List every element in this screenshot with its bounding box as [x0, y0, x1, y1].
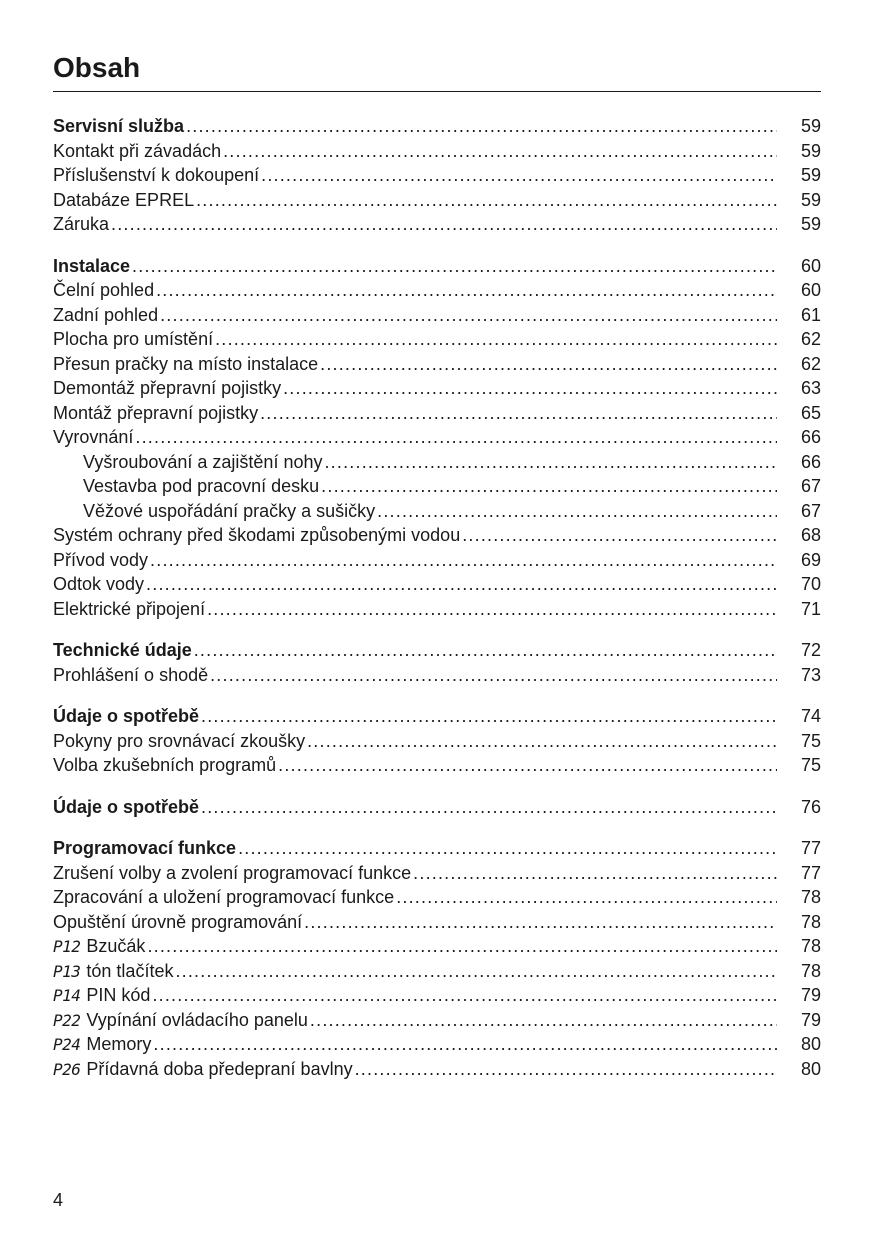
toc-entry-label: [53, 254, 130, 279]
toc-page-number: 59: [800, 189, 821, 210]
toc-entry[interactable]: [53, 1057, 821, 1082]
title-divider: [53, 91, 821, 92]
toc-heading[interactable]: [53, 114, 821, 139]
program-code: P14: [53, 986, 81, 1005]
toc-entry[interactable]: [53, 425, 821, 450]
dot-leader: [156, 278, 777, 303]
toc-entry-label: [53, 278, 154, 303]
toc-entry-label: [53, 910, 302, 935]
toc-entry-label: [53, 885, 394, 910]
toc-entry[interactable]: [53, 885, 821, 910]
toc-entry-text: Technické údaje: [53, 640, 192, 660]
toc-page-number: 77: [800, 862, 821, 883]
toc-page-number: 60: [800, 255, 821, 276]
toc-entry-text: Instalace: [53, 255, 131, 276]
toc-entry-text: Příslušenství k dokoupení: [53, 165, 260, 185]
toc-entry-text: Přívod vody: [53, 549, 149, 570]
toc-entry-label: [53, 704, 199, 729]
toc-entry-text: Údaje o spotřebě: [53, 706, 200, 726]
dot-leader: [355, 1057, 777, 1082]
dot-leader: [320, 352, 777, 377]
toc-entry[interactable]: [53, 663, 821, 688]
toc-section: [53, 638, 821, 687]
toc-entry-text: Plocha pro umístění: [53, 329, 214, 349]
toc-entry-label: [53, 983, 150, 1009]
dot-leader: [194, 638, 777, 663]
toc-entry[interactable]: [53, 959, 821, 984]
toc-page-number: 80: [800, 1034, 821, 1054]
toc-entry-text: Údaje o spotřebě: [53, 796, 200, 817]
toc-entry-label: [53, 934, 145, 960]
toc-entry-text: Odtok vody: [53, 574, 145, 594]
toc-entry-label: [53, 638, 192, 663]
toc-page-number: 78: [800, 887, 821, 907]
toc-entry-label: [53, 729, 305, 754]
toc-page-number: 80: [800, 1058, 821, 1079]
dot-leader: [175, 959, 777, 984]
toc-page-number: 69: [800, 549, 821, 570]
toc-entry-label: [53, 425, 133, 450]
toc-page-number: 77: [800, 838, 821, 858]
dot-leader: [307, 729, 777, 754]
toc-entry-label: [53, 523, 460, 548]
toc-entry[interactable]: [53, 278, 821, 303]
toc-page-number: 74: [800, 706, 821, 726]
toc-entry-text: Programovací funkce: [53, 838, 237, 858]
toc-entry-text: Čelní pohled: [53, 280, 155, 300]
toc-heading[interactable]: [53, 254, 821, 279]
toc-page-number: 59: [800, 165, 821, 185]
toc-entry-text: Zadní pohled: [53, 304, 159, 325]
toc-entry-label: [53, 114, 184, 139]
dot-leader: [150, 548, 777, 573]
toc-entry-text: tón tlačítek: [86, 960, 174, 981]
toc-page-number: 78: [800, 960, 821, 981]
toc-page-number: 72: [800, 640, 821, 660]
toc-entry-label: [53, 212, 109, 237]
toc-entry-text: Elektrické připojení: [53, 598, 206, 619]
dot-leader: [201, 795, 777, 820]
dot-leader: [304, 910, 777, 935]
toc-entry-label: [53, 352, 318, 377]
toc-page-number: 59: [800, 116, 821, 136]
toc-entry-text: Věžové uspořádání pračky a sušičky: [83, 500, 376, 521]
program-code: P24: [53, 1035, 81, 1054]
toc-entry-text: Demontáž přepravní pojistky: [53, 378, 282, 398]
toc-entry[interactable]: [53, 139, 821, 164]
toc-entry[interactable]: [53, 163, 821, 188]
toc-page-number: 65: [800, 402, 821, 423]
toc-entry-text: Opuštění úrovně programování: [53, 911, 303, 932]
toc-heading[interactable]: [53, 795, 821, 820]
toc-entry[interactable]: [53, 474, 821, 499]
dot-leader: [207, 597, 777, 622]
dot-leader: [462, 523, 777, 548]
toc-page-number: 67: [800, 476, 821, 496]
toc-entry[interactable]: [53, 753, 821, 778]
toc-entry-label: [53, 663, 208, 688]
dot-leader: [196, 188, 777, 213]
toc-page-number: 68: [800, 525, 821, 545]
toc-entry-text: Vyrovnání: [53, 427, 134, 447]
program-code: P22: [53, 1010, 81, 1030]
dot-leader: [283, 376, 777, 401]
dot-leader: [238, 836, 777, 861]
toc-page-number: 66: [800, 451, 821, 472]
dot-leader: [215, 327, 777, 352]
toc-entry[interactable]: [53, 934, 821, 959]
toc-entry[interactable]: [53, 572, 821, 597]
toc-entry-text: Záruka: [53, 214, 110, 234]
toc-entry[interactable]: [53, 450, 821, 475]
toc-entry-label: [53, 327, 213, 352]
toc-entry-text: Servisní služba: [53, 116, 185, 136]
toc-entry[interactable]: [53, 352, 821, 377]
toc-entry-label: [53, 1057, 353, 1083]
dot-leader: [260, 401, 777, 426]
dot-leader: [146, 572, 777, 597]
toc-entry-label: [53, 861, 411, 886]
toc-entry-text: Volba zkušebních programů: [53, 755, 277, 775]
toc-entry[interactable]: [53, 188, 821, 213]
toc-entry[interactable]: [53, 729, 821, 754]
toc-entry[interactable]: [53, 327, 821, 352]
toc-entry-label: [53, 753, 276, 778]
dot-leader: [147, 934, 777, 959]
dot-leader: [201, 704, 777, 729]
toc-entry[interactable]: [53, 499, 821, 524]
toc-entry-label: [53, 959, 173, 985]
toc-entry[interactable]: [53, 1008, 821, 1033]
toc-entry-text: Prohlášení o shodě: [53, 664, 209, 685]
toc-entry-text: PIN kód: [86, 985, 151, 1005]
toc-entry-text: Montáž přepravní pojistky: [53, 402, 259, 423]
toc-entry[interactable]: [53, 861, 821, 886]
toc-page-number: 75: [800, 730, 821, 751]
toc-page-number: 73: [800, 664, 821, 685]
toc-section: [53, 795, 821, 820]
toc-page-number: 79: [800, 1009, 821, 1030]
toc-entry-text: Zpracování a uložení programovací funkce: [53, 887, 395, 907]
toc-entry[interactable]: [53, 1032, 821, 1057]
toc-page-number: 76: [800, 796, 821, 817]
toc-page-number: 60: [800, 280, 821, 300]
toc-entry[interactable]: [53, 401, 821, 426]
toc-entry-label: [83, 499, 375, 524]
toc-entry[interactable]: [53, 212, 821, 237]
toc-entry[interactable]: [53, 523, 821, 548]
toc-entry-label: [53, 572, 144, 597]
page-number: 4: [53, 1190, 64, 1210]
toc-entry[interactable]: [53, 548, 821, 573]
dot-leader: [152, 983, 777, 1008]
page-title: Obsah: [53, 52, 141, 83]
toc-page-number: 78: [800, 936, 821, 956]
toc-entry-label: [53, 401, 258, 426]
toc-page-number: 61: [800, 304, 821, 325]
dot-leader: [261, 163, 777, 188]
toc-entry-text: Pokyny pro srovnávací zkoušky: [53, 730, 306, 751]
toc-page-number: 62: [800, 353, 821, 374]
toc-page-number: 59: [800, 214, 821, 234]
toc-entry-label: [53, 163, 259, 188]
toc-entry-label: [83, 450, 322, 475]
toc-section: [53, 704, 821, 778]
dot-leader: [153, 1032, 777, 1057]
toc-entry-label: [53, 1032, 151, 1058]
dot-leader: [324, 450, 777, 475]
toc-entry-text: Systém ochrany před škodami způsobenými vodou: [53, 525, 461, 545]
program-code: P13: [53, 961, 81, 981]
toc-entry-text: Přesun pračky na místo instalace: [53, 353, 319, 374]
toc-heading[interactable]: [53, 836, 821, 861]
toc-entry-text: Kontakt při závadách: [53, 140, 222, 161]
program-code: P26: [53, 1059, 81, 1079]
toc-page-number: 66: [800, 427, 821, 447]
toc-page-number: 75: [800, 755, 821, 775]
toc-entry[interactable]: [53, 910, 821, 935]
toc-entry-label: [53, 139, 221, 164]
toc-page-number: 79: [800, 985, 821, 1005]
dot-leader: [160, 303, 777, 328]
toc-page-number: 67: [800, 500, 821, 521]
table-of-contents: [53, 114, 821, 1098]
toc-entry-label: [53, 1008, 308, 1034]
dot-leader: [210, 663, 777, 688]
toc-entry-text: Databáze EPREL: [53, 189, 195, 210]
toc-entry-text: Vypínání ovládacího panelu: [86, 1009, 308, 1030]
toc-entry-text: Vyšroubování a zajištění nohy: [83, 451, 323, 472]
toc-page-number: 78: [800, 911, 821, 932]
dot-leader: [321, 474, 777, 499]
toc-entry-text: Přídavná doba předepraní bavlny: [86, 1058, 353, 1079]
dot-leader: [413, 861, 777, 886]
toc-entry-label: [53, 376, 281, 401]
toc-entry[interactable]: [53, 983, 821, 1008]
toc-entry-text: Zrušení volby a zvolení programovací funkce: [53, 862, 412, 883]
toc-heading[interactable]: [53, 638, 821, 663]
dot-leader: [310, 1008, 777, 1033]
toc-entry-text: Bzučák: [86, 936, 146, 956]
dot-leader: [186, 114, 777, 139]
toc-entry-label: [53, 188, 194, 213]
toc-page-number: 63: [800, 378, 821, 398]
toc-entry[interactable]: [53, 303, 821, 328]
dot-leader: [278, 753, 777, 778]
dot-leader: [111, 212, 777, 237]
toc-section: [53, 114, 821, 237]
toc-page-number: 71: [800, 598, 821, 619]
toc-entry-label: [53, 548, 148, 573]
toc-section: [53, 836, 821, 1081]
toc-entry-label: [53, 836, 236, 861]
dot-leader: [132, 254, 777, 279]
toc-entry-label: [83, 474, 319, 499]
toc-entry-text: Vestavba pod pracovní desku: [83, 476, 320, 496]
toc-heading[interactable]: [53, 704, 821, 729]
toc-entry[interactable]: [53, 597, 821, 622]
toc-section: [53, 254, 821, 622]
toc-entry[interactable]: [53, 376, 821, 401]
toc-entry-label: [53, 597, 205, 622]
toc-page-number: 62: [800, 329, 821, 349]
dot-leader: [135, 425, 777, 450]
toc-page-number: 59: [800, 140, 821, 161]
toc-entry-label: [53, 795, 199, 820]
toc-page-number: 70: [800, 574, 821, 594]
dot-leader: [223, 139, 777, 164]
dot-leader: [377, 499, 777, 524]
toc-entry-text: Memory: [86, 1034, 152, 1054]
toc-entry-label: [53, 303, 158, 328]
program-code: P12: [53, 937, 81, 956]
dot-leader: [396, 885, 777, 910]
